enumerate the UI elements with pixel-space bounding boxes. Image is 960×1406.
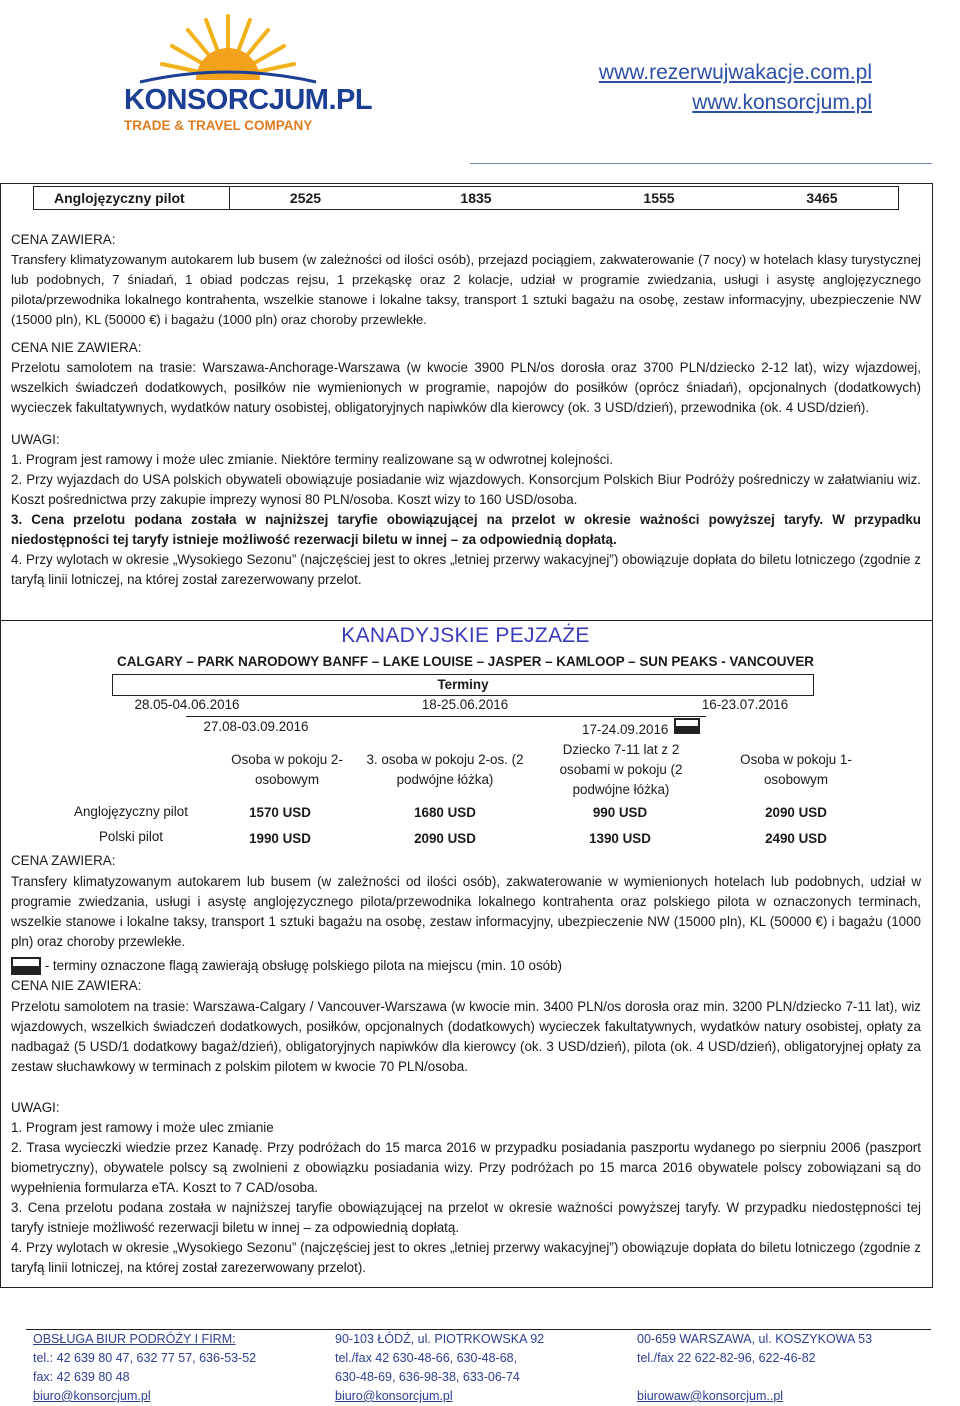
s2-uwagi-item: 3. Cena przelotu podana została w najniższej taryfie obowiązującej na przelot w okresie ważności powyższej taryfy. W przypadku niedostępności tej taryfy istnieje możliwość rezerwacji biletu w innej – za odpowiednią dopłatą. [11, 1200, 921, 1235]
price-cell: 1680 USD [414, 805, 476, 820]
header-divider [470, 163, 932, 164]
pilot-row-value: 2525 [289, 190, 322, 206]
s1-cena-zawiera-text: Transfery klimatyzowanym autokarem lub busem (w zależności od ilości osób), przejazd pociągiem, zakwaterowanie (7 nocy) w hotelach klasy turystycznej lub podobnych, 7 śniadań, 1 obiad podczas rejsu, 1 przekąskę oraz 2 kolacje, udział w programie zwiedzania, usługi i asystę anglojęzycznego pilota/przewodnika lokalnego kontrahenta, wszelkie stanowe i lokalne taksy, transport 1 sztuki bagażu na osobę, zestaw informacyjny, ubezpieczenie NW (15000 pln), KL (50000 €) i bagażu (1000 pln) oraz choroby przewlekłe. [11, 252, 921, 327]
s2-cena-nie-zawiera-label: CENA NIE ZAWIERA: [11, 978, 142, 993]
header-links [599, 58, 872, 118]
tour-title: KANADYJSKIE PEJZAŻE [341, 624, 590, 647]
s1-uwagi-item: 2. Przy wyjazdach do USA polskich obywateli obowiązuje posiadanie wiz wjazdowych. Konsorcjum Polskich Biur Podróży pośredniczy w załatwianiu wiz. Koszt pośrednictwa przy zakupie imprezy wynosi 80 PLN/osoba. Koszt wizy to 160 USD/osoba. [11, 472, 921, 507]
terminy-header: Terminy [112, 674, 814, 696]
pilot-row-label: Anglojęzyczny pilot [34, 187, 230, 209]
pilot-price-row [33, 186, 899, 210]
pilot-row-value: 1835 [460, 190, 492, 206]
s2-flag-note-line [11, 956, 921, 976]
footer-phone: tel.: 42 639 80 47, 632 77 57, 636-53-52 [33, 1351, 257, 1365]
logo-name: KONSORCJUM.PL [124, 84, 373, 116]
s1-uwagi-item: 3. Cena przelotu podana została w najniższej taryfie obowiązującej na przelot w okresie ważności powyższej taryfy. W przypadku niedostępności tej taryfy istnieje możliwość rezerwacji biletu w innej – za odpowiednią dopłatą. [11, 512, 921, 547]
term-date: 18-25.06.2016 [421, 697, 509, 712]
col-header: Osoba w pokoju 1-osobowym [740, 752, 852, 787]
sun-logo-icon [110, 6, 340, 86]
price-cell: 1990 USD [249, 831, 311, 846]
term-date: 28.05-04.06.2016 [134, 697, 240, 712]
s1-uwagi-label: UWAGI: [11, 432, 60, 447]
col-header: Osoba w pokoju 2-osobowym [231, 752, 343, 787]
link-rezerwujwakacje[interactable]: www.rezerwujwakacje.com.pl [598, 61, 872, 84]
col-header: 3. osoba w pokoju 2-os. (2 podwójne łóżka) [366, 752, 524, 787]
price-cell: 1570 USD [249, 805, 311, 820]
s1-uwagi-item: 1. Program jest ramowy i może ulec zmianie. Niektóre terminy realizowane są w odwrotnej kolejności. [11, 452, 614, 467]
tour-route: CALGARY – PARK NARODOWY BANFF – LAKE LOUISE – JASPER – KAMLOOP – SUN PEAKS - VANCOUVER [117, 654, 814, 669]
s2-cena-nie-zawiera-text: Przelotu samolotem na trasie: Warszawa-Calgary / Vancouver-Warszawa (w kwocie min. 3400 PLN/os dorosła oraz min. 3200 PLN/dziecko 7-11 lat), wiz wjazdowych, wszelkich świadczeń dodatkowych, posiłków, opcjonalnych (dodatkowych) wycieczek fakultatywnych, wydatków natury osobistej, opłaty za nadbagaż (5 USD/1 dodatkowy bagaż/dzień), obligatoryjnych napiwków dla kierowcy (ok. 3 USD/dzień), pilota (ok. 4 USD/dzień), obligatoryjnej opłaty za zestaw słuchawkowy w terminach z polskim pilotem w kwocie 70 PLN/osoba. [11, 999, 921, 1074]
footer-spacer [637, 1368, 872, 1387]
footer-phone: 630-48-69, 636-98-38, 633-06-74 [335, 1370, 520, 1384]
pilot-row-value: 3465 [806, 190, 838, 206]
price-cell: 2490 USD [765, 831, 827, 846]
price-row-label: Anglojęzyczny pilot [74, 804, 188, 819]
s1-cena-nie-zawiera-text: Przelotu samolotem na trasie: Warszawa-Anchorage-Warszawa (w kwocie 3900 PLN/os dorosła oraz 3700 PLN/dziecko 2-12 lat), wizy wjazdowej, wszelkich świadczeń dodatkowych, posiłków nie wymienionych w programie, napojów do posiłków (oprócz śniadań), opcjonalnych (dodatkowych) wycieczek fakultatywnych, wydatków natury osobistej, obligatoryjnych napiwków dla kierowcy (ok. 3 USD/dzień), przewodnika (ok. 4 USD/dzień). [11, 360, 921, 415]
s2-uwagi-label: UWAGI: [11, 1100, 60, 1115]
s2-flag-note: - terminy oznaczone flagą zawierają obsługę polskiego pilota na miejscu (min. 10 osób) [41, 958, 563, 973]
footer-address: 90-103 ŁÓDŹ, ul. PIOTRKOWSKA 92 [335, 1332, 545, 1346]
s2-cena-zawiera-label: CENA ZAWIERA: [11, 853, 116, 868]
footer-address: 00-659 WARSZAWA, ul. KOSZYKOWA 53 [637, 1332, 873, 1346]
footer-email-link[interactable]: biurowaw@konsorcjum..pl [637, 1389, 784, 1403]
col-header: Dziecko 7-11 lat z 2 osobami w pokoju (2 podwójne łóżka) [559, 742, 683, 797]
footer-fax: fax: 42 639 80 48 [33, 1370, 130, 1384]
footer-col-1 [33, 1330, 256, 1406]
pilot-row-value: 1555 [643, 190, 675, 206]
link-konsorcjum[interactable]: www.konsorcjum.pl [692, 91, 872, 114]
s2-uwagi-item: 1. Program jest ramowy i może ulec zmianie [11, 1120, 274, 1135]
term-date-flagged [582, 720, 732, 740]
footer-col-3 [637, 1330, 872, 1406]
s1-uwagi-item: 4. Przy wylotach w okresie „Wysokiego Sezonu” (najczęściej jest to okres „letniej przerwy wakacyjnej”) obowiązuje dopłata do biletu lotniczego (zgodnie z taryfą linii lotniczej, na której został zarezerwowany przelot. [11, 552, 921, 587]
s1-cena-nie-zawiera-label: CENA NIE ZAWIERA: [11, 340, 142, 355]
footer-phone: tel./fax 22 622-82-96, 622-46-82 [637, 1351, 816, 1365]
footer-col-2 [335, 1330, 544, 1406]
s2-uwagi-item: 4. Przy wylotach w okresie „Wysokiego Sezonu” (najczęściej jest to okres „letniej przerwy wakacyjnej”) obowiązuje dopłata do biletu lotniczego (zgodnie z taryfą linii lotniczej, na której został zarezerwowany przelot). [11, 1240, 921, 1275]
price-cell: 2090 USD [414, 831, 476, 846]
price-cell: 2090 USD [765, 805, 827, 820]
s2-uwagi-item: 2. Trasa wycieczki wiedzie przez Kanadę. Przy podróżach do 15 marca 2016 w przypadku posiadania paszportu wydanego po sierpniu 2006 (paszport biometryczny), obywatele polscy są zwolnieni z obowiązku posiadania wizy. Przy podróżach po 15 marca 2016 obywatele polscy zobowiązani są do wypełnienia formularza eTA. Koszt to 7 CAD/osoba. [11, 1140, 921, 1195]
polish-flag-icon [11, 957, 41, 975]
term-date: 16-23.07.2016 [701, 697, 789, 712]
polish-flag-icon [674, 718, 700, 734]
term-date: 27.08-03.09.2016 [203, 719, 309, 734]
logo-tagline: TRADE & TRAVEL COMPANY [124, 118, 313, 133]
price-row-label: Polski pilot [98, 829, 163, 844]
company-logo [110, 6, 373, 133]
s1-cena-zawiera-label: CENA ZAWIERA: [11, 232, 116, 247]
footer-email-link[interactable]: biuro@konsorcjum.pl [33, 1389, 151, 1403]
price-cell: 1390 USD [589, 831, 651, 846]
footer-phone: tel./fax 42 630-48-66, 630-48-68, [335, 1351, 518, 1365]
s2-cena-zawiera-text: Transfery klimatyzowanym autokarem lub busem (w zależności od ilości osób), zakwaterowanie w wymienionych hotelach lub podobnych, udział w programie zwiedzania, usługi i asystę anglojęzycznego pilota/przewodnika lokalnego kontrahenta oraz polskiego pilota w oznaczonych terminach, wszelkie stanowe i lokalne taksy, transport 1 sztuki bagażu na osobę, zestaw informacyjny, ubezpieczenie NW (15000 pln), KL (50000 €) i bagażu (1000 pln) oraz choroby przewlekłe. [11, 874, 921, 949]
term-date: 17-24.09.2016 [582, 722, 669, 737]
footer-email-link[interactable]: biuro@konsorcjum.pl [335, 1389, 453, 1403]
footer-heading: OBSŁUGA BIUR PODRÓŻY I FIRM: [33, 1332, 236, 1346]
price-cell: 990 USD [592, 805, 648, 820]
